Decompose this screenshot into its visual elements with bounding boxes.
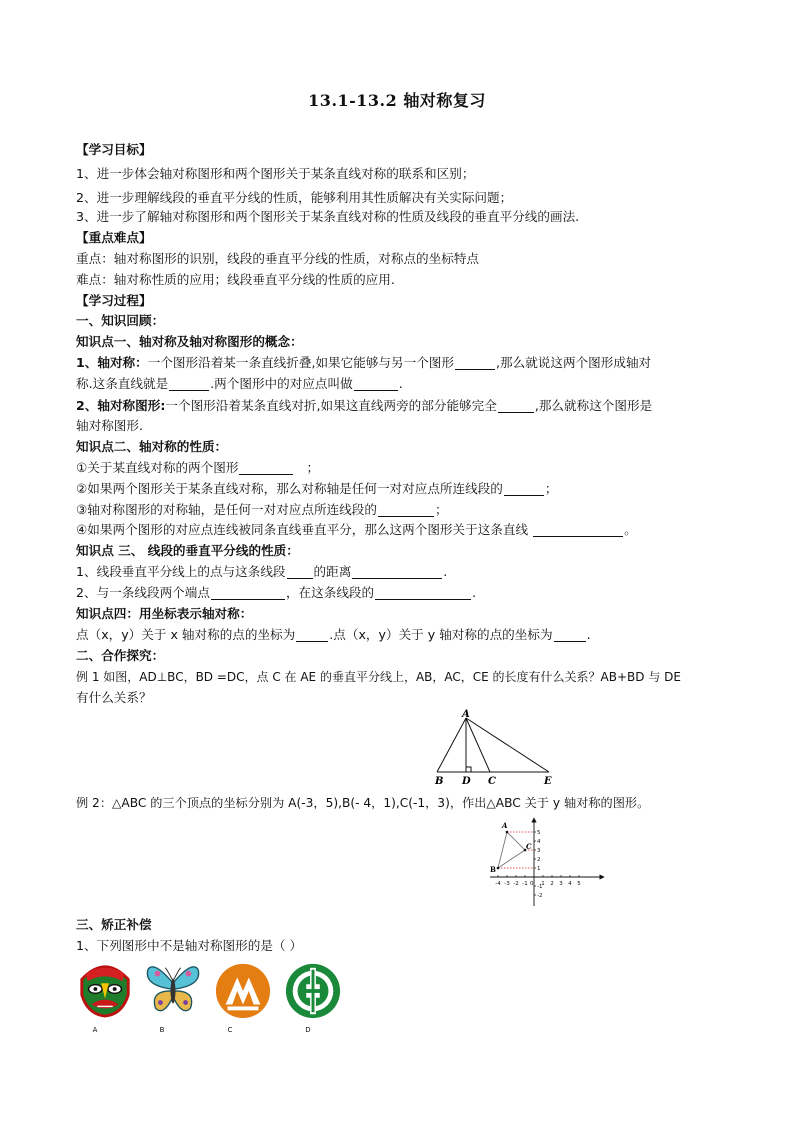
x-tick-label: -4 (495, 881, 501, 887)
kp3-l1-text-a: 1、线段垂直平分线上的点与这条线段 (76, 564, 286, 579)
x-tick-label: -2 (513, 881, 519, 887)
y-tick-labels (530, 830, 542, 899)
kp4-l1-text-a: 点（x，y）关于 x 轴对称的点的坐标为 (76, 627, 296, 642)
part-2-heading: 二、合作探究： (76, 648, 165, 663)
goal-1: 1、进一步体会轴对称图形和两个图形关于某条直线对称的联系和区别； (76, 166, 475, 181)
fill-blank[interactable] (169, 376, 209, 391)
fill-blank[interactable] (296, 627, 328, 642)
kp1-line-2 (76, 374, 736, 394)
option-b-label: B (159, 1026, 165, 1034)
kp1-l2-text-a: 称.这条直线就是 (76, 376, 169, 391)
fill-blank[interactable] (533, 522, 623, 537)
kp2-line-1 (76, 458, 736, 478)
kp2-l4-text-b: 。 (624, 522, 637, 537)
label-c: C (526, 842, 532, 851)
option-a-label: A (92, 1026, 98, 1034)
kp2-line-3 (76, 500, 736, 520)
section-key-heading: 【重点难点】 (76, 230, 152, 245)
kp4-title: 知识点四：用坐标表示轴对称： (76, 606, 253, 621)
label-d: D (462, 776, 471, 787)
kp1-l1-head: 1、轴对称： (76, 355, 148, 370)
kp3-title: 知识点 三、 线段的垂直平分线的性质： (76, 543, 299, 558)
fill-blank[interactable] (239, 460, 293, 475)
kp3-l2-text-b: ，在这条线段的 (285, 585, 375, 600)
kp4-l1-text-c: . (586, 627, 591, 642)
label-e: E (544, 776, 552, 787)
example-2-line: 例 2：△ABC 的三个顶点的坐标分别为 A(-3，5),B(- 4，1),C(-1，3)，作出△ABC 关于 y 轴对称的图形。 (76, 796, 650, 810)
label-b: B (490, 865, 496, 874)
part-3-heading: 三、矫正补偿 (76, 917, 152, 932)
kp3-line-1 (76, 562, 736, 582)
part-1-heading: 一、知识回顾： (76, 313, 165, 328)
kp3-l1-text-b: 的距离 (313, 564, 352, 579)
kp4-line-1 (76, 625, 736, 645)
kp1-line-4: 轴对称图形. (76, 418, 143, 433)
kp1-line-1 (76, 353, 736, 373)
kp1-l1-text-b: ,那么就说这两个图形成轴对 (496, 355, 652, 370)
option-c-label: C (227, 1026, 233, 1034)
triangle-abc (498, 832, 525, 868)
bank-coin-logo-icon[interactable] (284, 962, 342, 1020)
kp3-l2-text-c: . (472, 585, 477, 600)
fill-blank[interactable] (287, 564, 313, 579)
y-tick-label: -1 (537, 884, 543, 890)
key-point-1: 重点：轴对称图形的识别，线段的垂直平分线的性质，对称点的坐标特点 (76, 251, 479, 266)
fill-blank[interactable] (378, 502, 434, 517)
goal-3: 3、进一步了解轴对称图形和两个图形关于某条直线对称的性质及线段的垂直平分线的画法. (76, 209, 580, 224)
fill-blank[interactable] (455, 355, 495, 370)
fill-blank[interactable] (352, 564, 442, 579)
kp1-l3-text-a: 一个图形沿着某条直线对折,如果这直线两旁的部分能够完全 (165, 398, 497, 413)
example-2-coordinate-figure (484, 816, 606, 908)
kp1-l3-head: 2、轴对称图形: (76, 398, 166, 413)
kp4-l1-text-b: .点（x，y）关于 y 轴对称的点的坐标为 (329, 627, 553, 642)
origin-label: 0 (530, 881, 534, 887)
y-tick-label: 3 (537, 848, 541, 854)
y-tick-label: 1 (537, 866, 541, 872)
question-1: 1、下列图形中不是轴对称图形的是（ ） (76, 938, 303, 953)
fill-blank[interactable] (554, 627, 586, 642)
example-1-figure (432, 708, 562, 790)
goal-2: 2、进一步理解线段的垂直平分线的性质，能够利用其性质解决有关实际问题； (76, 190, 513, 205)
y-tick-label: 2 (537, 857, 541, 863)
kp2-title: 知识点二、轴对称的性质： (76, 439, 228, 454)
x-tick-label: 2 (550, 881, 554, 887)
kp3-l1-text-c: . (443, 564, 448, 579)
bank-m-logo-icon[interactable] (214, 962, 272, 1020)
kp2-l2-text-b: ； (544, 481, 558, 496)
kp2-l3-text-b: ； (434, 502, 448, 517)
kp2-l1-text-b: ； (306, 460, 320, 475)
fill-blank[interactable] (498, 398, 534, 413)
butterfly-icon[interactable] (144, 960, 202, 1018)
label-b: B (435, 776, 444, 787)
opera-mask-icon[interactable] (76, 960, 134, 1018)
fill-blank[interactable] (211, 585, 285, 600)
label-c: C (488, 776, 496, 787)
point-b (497, 867, 500, 870)
kp1-title: 知识点一、轴对称及轴对称图形的概念： (76, 334, 303, 349)
y-tick-label: -2 (537, 893, 543, 899)
kp1-l1-text-a: 一个图形沿着某一条直线折叠,如果它能够与另一个图形 (147, 355, 454, 370)
point-a (506, 831, 509, 834)
kp2-l3-text-a: ③轴对称图形的对称轴，是任何一对对应点所连线段的 (76, 502, 377, 517)
key-point-2: 难点：轴对称性质的应用；线段垂直平分线的性质的应用. (76, 272, 395, 287)
section-goals-heading: 【学习目标】 (76, 142, 152, 157)
line-ab (437, 718, 466, 772)
kp2-line-2 (76, 479, 736, 499)
fill-blank[interactable] (354, 376, 398, 391)
x-tick-label: 1 (541, 881, 545, 887)
kp1-l2-text-c: . (398, 376, 403, 391)
kp3-l2-text-a: 2、与一条线段两个端点 (76, 585, 210, 600)
kp2-line-4 (76, 520, 736, 540)
label-a: A (502, 821, 508, 830)
right-angle-mark (466, 767, 471, 772)
label-a: A (462, 709, 470, 720)
kp1-l3-text-b: ,那么就称这个图形是 (534, 398, 653, 413)
fill-blank[interactable] (375, 585, 471, 600)
kp1-l2-text-b: .两个图形中的对应点叫做 (210, 376, 353, 391)
kp1-line-3 (76, 396, 736, 416)
page-title: 13.1-13.2 轴对称复习 (308, 91, 486, 110)
kp3-line-2 (76, 583, 736, 603)
x-tick-label: 4 (568, 881, 572, 887)
y-tick-label: 5 (537, 830, 541, 836)
kp2-l2-text-a: ②如果两个图形关于某条直线对称，那么对称轴是任何一对对应点所连线段的 (76, 481, 503, 496)
x-tick-label: 3 (559, 881, 563, 887)
x-tick-label: -1 (522, 881, 528, 887)
section-process-heading: 【学习过程】 (76, 293, 152, 308)
fill-blank[interactable] (504, 481, 544, 496)
kp2-l1-text-a: ①关于某直线对称的两个图形 (76, 460, 239, 475)
example-1-line-1: 例 1 如图，AD⊥BC，BD =DC，点 C 在 AE 的垂直平分线上，AB，AC，CE 的长度有什么关系？AB+BD 与 DE (76, 670, 681, 684)
x-tick-label: 5 (577, 881, 581, 887)
y-tick-label: 4 (537, 839, 541, 845)
x-tick-label: -3 (504, 881, 510, 887)
option-d-label: D (305, 1026, 311, 1034)
example-1-line-2: 有什么关系？ (76, 690, 152, 705)
kp2-l4-text-a: ④如果两个图形的对应点连线被同条直线垂直平分，那么这两个图形关于这条直线 (76, 522, 529, 537)
